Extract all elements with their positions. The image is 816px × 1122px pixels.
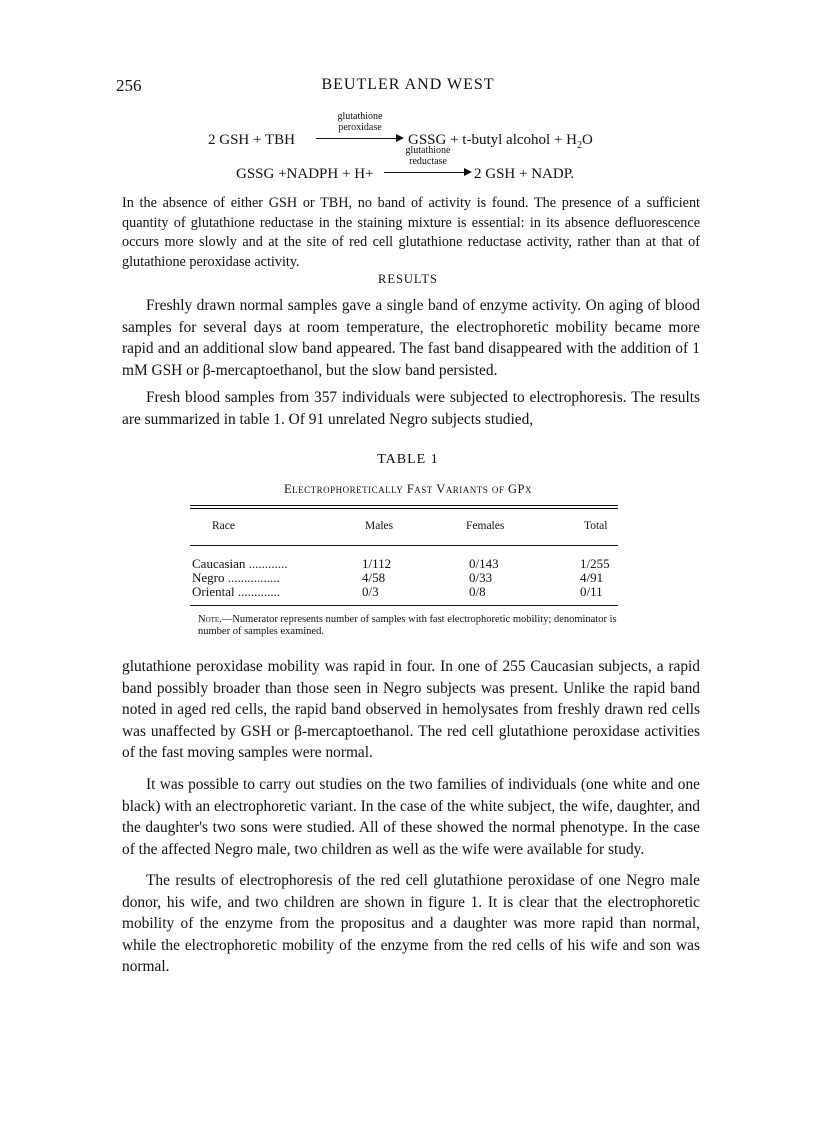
table-note: [198, 614, 618, 638]
table-label: TABLE 1: [377, 452, 439, 467]
arrow-right-icon: [464, 168, 472, 176]
table-cell: 0/3: [362, 584, 379, 599]
page-number: 256: [116, 76, 142, 95]
table-cell: 0/11: [580, 584, 603, 599]
running-title: BEUTLER AND WEST: [321, 76, 495, 93]
table-note-text: —Numerator represents number of samples with fast electrophoretic mobility; denominator is number of samples examined.: [198, 614, 617, 637]
arrow-right-icon: [396, 134, 404, 142]
table-cell: 0/143: [469, 556, 499, 571]
eq2-arrow: [384, 146, 472, 180]
paragraph-results-3: glutathione peroxidase mobility was rapid in four. In one of 255 Caucasian subjects, a rapid band possibly broader than those seen in Negro subjects was present. Unlike the rapid band noted in aged red cells, the rapid band observed in hemolysates from freshly drawn red cells was unaffected by GSH or β-mercaptoethanol. The red cell glutathione peroxidase activities of the fast moving samples were normal.: [122, 658, 700, 761]
paragraph-results-1: Freshly drawn normal samples gave a single band of enzyme activity. On aging of blood samples for several days at room temperature, the electrophoretic mobility became more rapid and an additional slow band appeared. The fast band disappeared with the addition of 1 mM GSH or β-mercaptoethanol, but the slow band persisted.: [122, 297, 700, 379]
table-cell: 0/8: [469, 584, 486, 599]
table-row-race: Negro ................: [192, 570, 280, 585]
eq2-right: 2 GSH + NADP.: [474, 166, 575, 182]
eq2-left: GSSG +NADPH + H+: [236, 166, 374, 182]
table-cell: 1/255: [580, 556, 610, 571]
paragraph-methods: In the absence of either GSH or TBH, no band of activity is found. The presence of a sufficient quantity of glutathione reductase in the staining mixture is essential: in its absence defluorescence occurs more slowly and at the site of red cell glutathione reductase activity, rather than at that of glutathione peroxidase activity.: [122, 195, 700, 270]
eq1-arrow: [316, 112, 404, 146]
eq1-arrow-shaft: [316, 138, 398, 139]
table-note-lead: Note.: [198, 614, 222, 625]
eq2-arrow-shaft: [384, 172, 466, 173]
table-bottom-rule: [190, 605, 618, 606]
table-header-females: Females: [466, 520, 505, 532]
paragraph-results-5: The results of electrophoresis of the red cell glutathione peroxidase of one Negro male donor, his wife, and two children are shown in figure 1. It is clear that the electrophoretic mobility of the enzyme from the propositus and a daughter was more rapid than normal, while the electrophoretic mobility of the enzyme from the red cells of his wife and son was normal.: [122, 872, 700, 975]
table-cell: 0/33: [469, 570, 493, 585]
eq2-enzyme-top: glutathione: [405, 145, 451, 156]
table-header-rule: [190, 545, 618, 546]
table-caption: Electrophoretically Fast Variants of GPx: [284, 482, 532, 496]
eq2-enzyme-bottom: reductase: [409, 156, 447, 167]
paragraph-results-2: Fresh blood samples from 357 individuals were subjected to electrophoresis. The results are summarized in table 1. Of 91 unrelated Negro subjects studied,: [122, 389, 700, 428]
table-row-race: Caucasian ............: [192, 556, 288, 571]
table-row-race: Oriental .............: [192, 584, 281, 599]
table-header-total: Total: [584, 520, 608, 532]
table-top-rule-1: [190, 505, 618, 506]
table-cell: 4/58: [362, 570, 386, 585]
table-top-rule-2: [190, 508, 618, 509]
table-cell: 1/112: [362, 556, 392, 571]
paragraph-results-4: It was possible to carry out studies on the two families of individuals (one white and one black) with an electrophoretic variant. In the case of the white subject, the wife, daughter, and the daughter's two sons were studied. All of these showed the normal phenotype. In the case of the affected Negro male, two children as well as the wife were available for study.: [122, 776, 700, 858]
table-header-males: Males: [365, 520, 394, 532]
eq1-left: 2 GSH + TBH: [208, 132, 295, 148]
eq1-right: GSSG + t-butyl alcohol + $H_2O$: [408, 132, 593, 151]
eq1-enzyme-top: glutathione: [337, 111, 383, 122]
table-cell: 4/91: [580, 570, 604, 585]
table-header-race: Race: [212, 520, 235, 532]
results-heading: RESULTS: [377, 272, 439, 286]
eq1-enzyme-bottom: peroxidase: [338, 122, 382, 133]
